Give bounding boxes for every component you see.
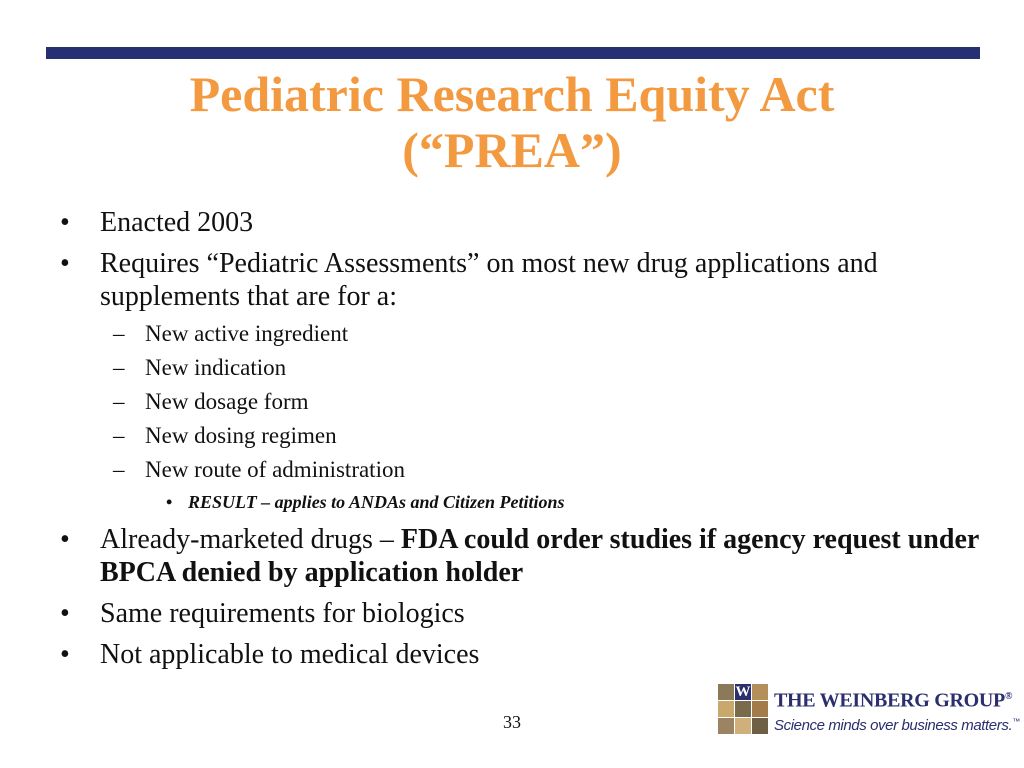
mosaic-tile [735, 718, 751, 734]
bullet-text-normal: Already-marketed drugs – [100, 524, 401, 555]
sub-bullet-text: New route of administration [145, 457, 405, 482]
dash-icon: – [113, 355, 125, 380]
bullet-text: Enacted 2003 [100, 207, 254, 238]
logo-name [774, 686, 1012, 712]
small-bullet-icon: • [166, 492, 173, 512]
trademark-mark: ™ [1012, 717, 1020, 726]
mosaic-tile [752, 701, 768, 717]
dash-icon: – [113, 457, 125, 482]
sub-bullet-text: New active ingredient [145, 321, 349, 346]
page-number: 33 [503, 712, 521, 732]
sub-bullet-text: New dosing regimen [145, 423, 337, 448]
mosaic-tile [718, 701, 734, 717]
bullet-item [60, 638, 980, 671]
dash-icon: – [113, 423, 125, 448]
bullet-icon: • [60, 524, 70, 555]
bullet-text [100, 523, 980, 589]
bullet-text: Not applicable to medical devices [100, 639, 480, 670]
result-note-text: RESULT – applies to ANDAs and Citizen Petitions [188, 492, 565, 512]
bullet-text: Same requirements for biologics [100, 598, 465, 629]
bullet-item [60, 523, 980, 589]
bullet-item [60, 206, 980, 239]
logo-name-text: THE WEINBERG GROUP [774, 689, 1005, 712]
slide-title [40, 66, 984, 178]
bullet-icon: • [60, 248, 70, 279]
bullet-text: Requires “Pediatric Assessments” on most new drug applications and supplements that are for a: [100, 248, 878, 312]
logo-tagline-text: Science minds over business matters. [774, 717, 1013, 734]
bullet-item [60, 597, 980, 630]
mosaic-tile [735, 701, 751, 717]
mosaic-tile [718, 684, 734, 700]
logo-letter: W [735, 684, 751, 700]
sub-bullet-item [113, 457, 980, 483]
title-line-2: (“PREA”) [402, 122, 622, 178]
registered-mark: ® [1004, 691, 1013, 702]
dash-icon: – [113, 321, 125, 346]
dash-icon: – [113, 389, 125, 414]
sub-bullet-text: New dosage form [145, 389, 309, 414]
mosaic-tile [718, 718, 734, 734]
bullet-icon: • [60, 639, 70, 670]
result-note [166, 491, 980, 513]
bullet-text-bold: FDA could order studies if agency request under BPCA denied by application holder [100, 524, 979, 588]
title-line-1: Pediatric Research Equity Act [189, 66, 835, 122]
bullet-list [60, 206, 980, 679]
mosaic-tile [752, 684, 768, 700]
bullet-icon: • [60, 207, 70, 238]
sub-bullet-text: New indication [145, 355, 287, 380]
logo-tagline [774, 712, 1020, 736]
weinberg-group-logo [718, 684, 1020, 738]
mosaic-tile [752, 718, 768, 734]
sub-bullet-item [113, 423, 980, 449]
sub-bullet-item [113, 355, 980, 381]
bullet-icon: • [60, 598, 70, 629]
sub-bullet-item [113, 321, 980, 347]
sub-bullet-item [113, 389, 980, 415]
bullet-item [60, 247, 980, 313]
logo-mosaic-icon [718, 684, 768, 734]
top-rule [46, 47, 980, 59]
